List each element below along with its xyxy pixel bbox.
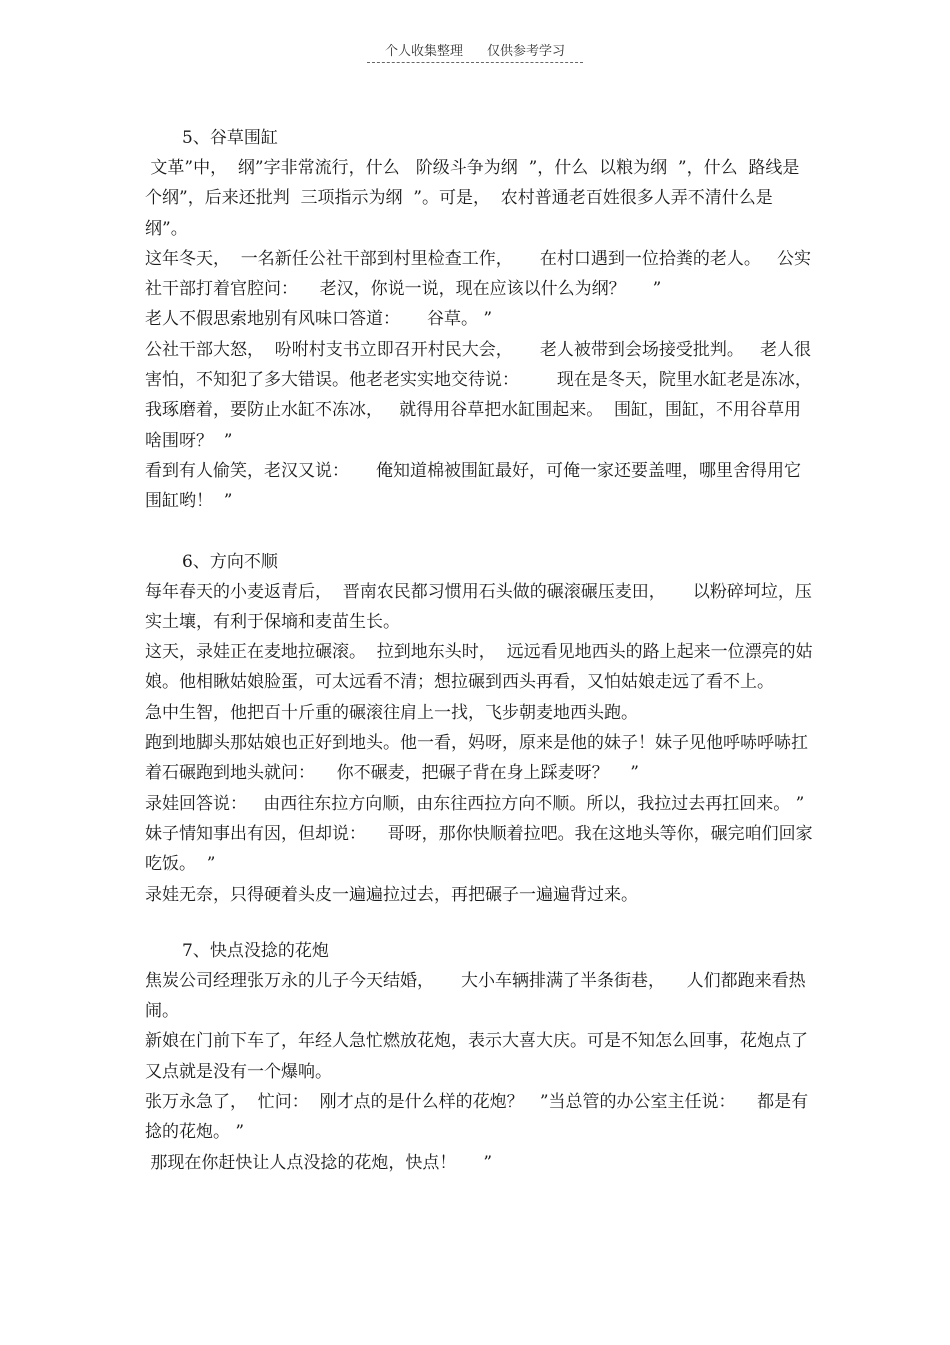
paragraph: 文革”中， 纲”字非常流行，什么 阶级斗争为纲 ”，什么 以粮为纲 ”，什么 路线是个纲”，后来还批判 三项指示为纲 ”。可是， 农村普通老百姓很多人弄不清什么是 纲”。 — [145, 158, 800, 239]
section-5 — [145, 123, 813, 517]
paragraph: 这天，录娃正在麦地拉碾滚。 拉到地东头时， 远远看见地西头的路上起来一位漂亮的姑娘。他相瞅姑娘脸蛋，可太远看不清；想拉碾到西头再看，又怕姑娘走远了看不上。 — [145, 642, 813, 693]
paragraph: 这年冬天， 一名新任公社干部到村里检查工作， 在村口遇到一位拾粪的老人。 公实社干部打着官腔问： 老汉，你说一说，现在应该以什么为纲？ ” — [145, 248, 812, 300]
document-body — [145, 123, 813, 1178]
section-6 — [145, 547, 813, 910]
paragraph: 录娃无奈，只得硬着头皮一遍遍拉过去，再把碾子一遍遍背过来。 — [145, 884, 638, 905]
paragraph: 录娃回答说： 由西往东拉方向顺，由东往西拉方向不顺。所以，我拉过去再扛回来。 ” — [145, 793, 805, 814]
section-7 — [145, 936, 813, 1178]
paragraph: 张万永急了， 忙问： 刚才点的是什么样的花炮？ ”当总管的办公室主任说： 都是有捻的花炮。 ” — [145, 1092, 809, 1143]
section-spacer — [145, 517, 813, 547]
paragraph: 老人不假思索地别有风味口答道： 谷草。 ” — [145, 309, 493, 330]
section-spacer — [145, 910, 813, 936]
header-left-text: 个人收集整理 — [384, 44, 463, 59]
paragraph: 新娘在门前下车了，年经人急忙燃放花炮，表示大喜大庆。可是不知怎么回事，花炮点了又点就是没有一个爆响。 — [145, 1031, 808, 1082]
header-banner — [367, 40, 583, 63]
paragraph: 妹子情知事出有因，但却说： 哥呀，那你快顺着拉吧。我在这地头等你，碾完咱们回家吃饭。 ” — [145, 823, 813, 875]
section-title: 7、快点没捻的花炮 — [182, 940, 329, 961]
paragraph: 那现在你赶快让人点没捻的花炮，快点！ ” — [145, 1152, 493, 1173]
header-right-text: 仅供参考学习 — [487, 44, 566, 59]
paragraph: 焦炭公司经理张万永的儿子今天结婚， 大小车辆排满了半条街巷， 人们都跑来看热闹。 — [145, 970, 806, 1022]
page-header — [0, 40, 950, 63]
paragraph: 跑到地脚头那姑娘也正好到地头。他一看，妈呀，原来是他的妹子！妹子见他呼哧呼哧扛着石碾跑到地头就问： 你不碾麦，把碾子背在身上踩麦呀？ ” — [145, 733, 808, 784]
paragraph: 每年春天的小麦返青后， 晋南农民都习惯用石头做的碾滚碾压麦田， 以粉碎坷垃，压实土壤，有利于保墒和麦苗生长。 — [145, 581, 812, 632]
section-title: 5、谷草围缸 — [182, 128, 278, 148]
paragraph: 急中生智，他把百十斤重的碾滚往肩上一找，飞步朝麦地西头跑。 — [145, 702, 638, 723]
paragraph: 公社干部大怒， 吩咐村支书立即召开村民大会， 老人被带到会场接受批判。 老人很害怕，不知犯了多大错误。他老老实实地交待说： 现在是冬天，院里水缸老是冻冰，我琢磨着，要防止水缸不冻冰， 就得用谷草把水缸围起来。 围缸，围缸，不用谷草用啥围呀？ ” — [145, 339, 812, 451]
paragraph: 看到有人偷笑，老汉又说： 俺知道棉被围缸最好，可俺一家还要盖哩，哪里舍得用它围缸哟！ ” — [145, 460, 802, 512]
section-title: 6、方向不顺 — [182, 551, 278, 572]
